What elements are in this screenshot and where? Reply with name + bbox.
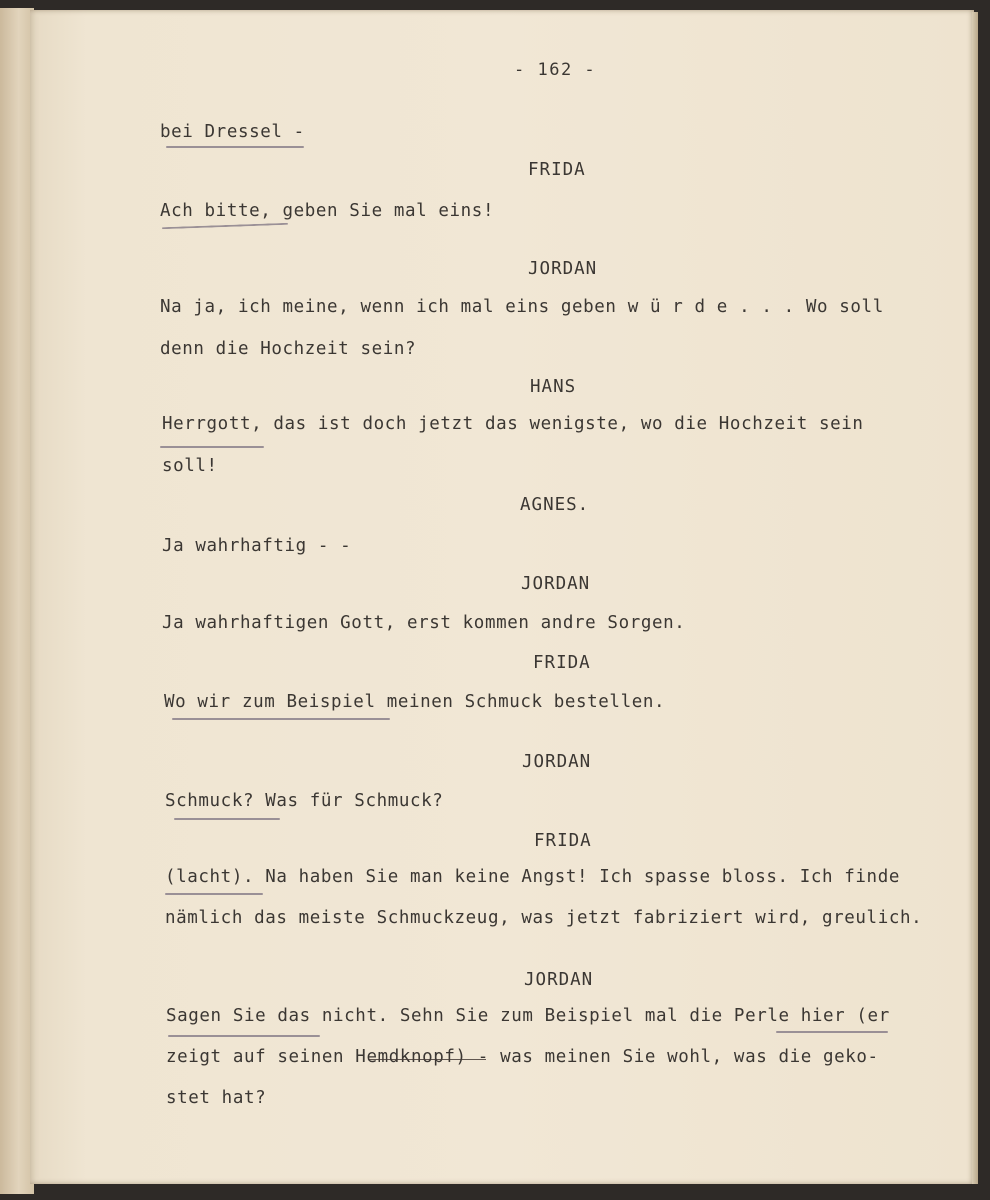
speaker-name: FRIDA (533, 653, 591, 673)
pencil-underline (160, 446, 264, 448)
pencil-underline (776, 1031, 888, 1033)
text-line: stet hat? (166, 1088, 267, 1108)
text-line: (lacht). Na haben Sie man keine Angst! Ich spasse bloss. Ich finde (165, 867, 900, 887)
text-line: denn die Hochzeit sein? (160, 339, 417, 359)
pencil-underline (166, 146, 304, 148)
text-line: Ja wahrhaftigen Gott, erst kommen andre Sorgen. (162, 613, 686, 633)
speaker-name: JORDAN (524, 970, 594, 990)
pencil-underline (168, 1035, 320, 1037)
speaker-name: JORDAN (528, 259, 598, 279)
text-line: zeigt auf seinen Hemdknopf) - was meinen Sie wohl, was die geko- (166, 1047, 879, 1067)
text-line: Ja wahrhaftig - - (162, 536, 352, 556)
text-line: Sagen Sie das nicht. Sehn Sie zum Beispiel mal die Perle hier (er (166, 1006, 890, 1026)
text-line: Ach bitte, geben Sie mal eins! (160, 201, 495, 221)
page-edge (972, 12, 978, 1184)
pencil-underline (174, 818, 280, 820)
strikethrough (368, 1059, 486, 1060)
speaker-name: JORDAN (522, 752, 592, 772)
speaker-name: JORDAN (521, 574, 591, 594)
pencil-underline (165, 893, 263, 895)
pencil-underline (172, 718, 390, 720)
text-line: Wo wir zum Beispiel meinen Schmuck bestellen. (164, 692, 666, 712)
text-line: bei Dressel - (160, 122, 305, 142)
speaker-name: FRIDA (528, 160, 586, 180)
text-line: Herrgott, das ist doch jetzt das wenigste, wo die Hochzeit sein (162, 414, 864, 434)
speaker-name: AGNES. (520, 495, 590, 515)
text-line: soll! (162, 456, 218, 476)
speaker-name: FRIDA (534, 831, 592, 851)
page-number: - 162 - (514, 60, 597, 80)
speaker-name: HANS (530, 377, 577, 397)
text-line: nämlich das meiste Schmuckzeug, was jetzt fabriziert wird, greulich. (165, 908, 923, 928)
text-line: Na ja, ich meine, wenn ich mal eins geben w ü r d e . . . Wo soll (160, 297, 884, 317)
text-line: Schmuck? Was für Schmuck? (165, 791, 444, 811)
facing-page-edge (0, 8, 34, 1194)
